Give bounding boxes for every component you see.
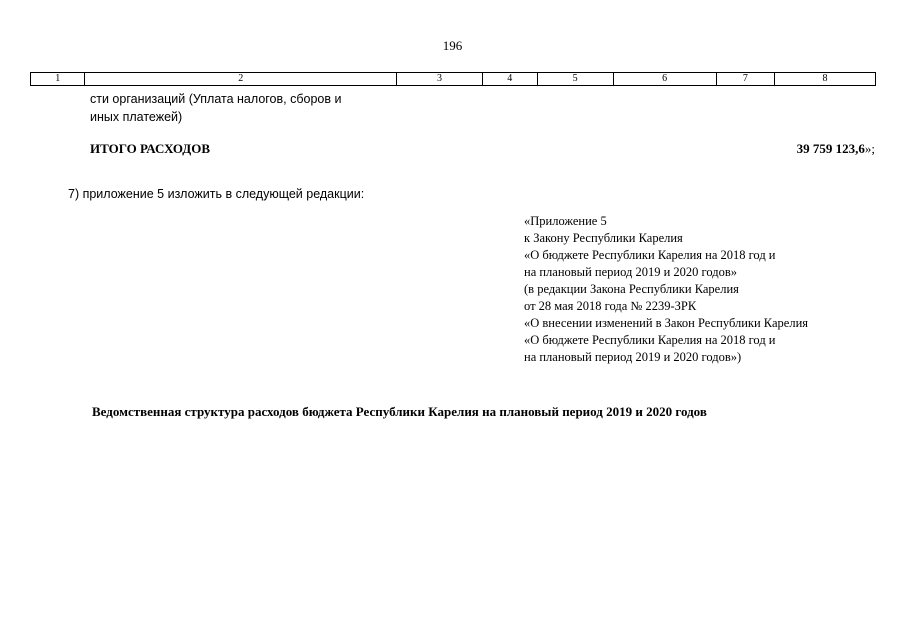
amendment-instruction: 7) приложение 5 изложить в следующей редакции:	[68, 187, 365, 201]
appendix-line: на плановый период 2019 и 2020 годов»	[524, 265, 737, 279]
column-number-cell: 3	[396, 73, 482, 86]
appendix-line: «О бюджете Республики Карелия на 2018 год и	[524, 333, 776, 347]
appendix-line: «О внесении изменений в Закон Республики Карелия	[524, 316, 809, 330]
column-number-cell: 7	[716, 73, 774, 86]
total-suffix: »;	[864, 141, 875, 156]
column-number-cell: 6	[613, 73, 716, 86]
column-number-cell: 5	[537, 73, 613, 86]
column-number-cell: 4	[483, 73, 537, 86]
column-number-cell: 2	[85, 73, 397, 86]
appendix-line: (в редакции Закона Республики Карелия	[524, 282, 739, 296]
appendix-heading-block	[524, 213, 884, 366]
row-description-line: иных платежей)	[90, 110, 183, 124]
total-label: ИТОГО РАСХОДОВ	[90, 141, 211, 156]
total-amount: 39 759 123,6	[796, 141, 865, 156]
row-description-line: сти организаций (Уплата налогов, сборов и	[90, 92, 342, 106]
column-number-cell: 1	[31, 73, 85, 86]
page-number: 196	[442, 38, 463, 53]
appendix-line: «О бюджете Республики Карелия на 2018 год и	[524, 248, 776, 262]
total-value	[797, 141, 875, 157]
document-title: Ведомственная структура расходов бюджета Республики Карелия на плановый период 2019 и 2020 годов	[92, 404, 707, 419]
appendix-line: «Приложение 5	[524, 214, 607, 228]
column-number-header-table	[30, 72, 876, 86]
row-description	[90, 90, 390, 126]
appendix-line: от 28 мая 2018 года № 2239-ЗРК	[524, 299, 697, 313]
table-header-row	[31, 73, 876, 86]
appendix-line: к Закону Республики Карелия	[524, 231, 683, 245]
column-number-cell: 8	[775, 73, 876, 86]
appendix-line: на плановый период 2019 и 2020 годов»)	[524, 350, 742, 364]
